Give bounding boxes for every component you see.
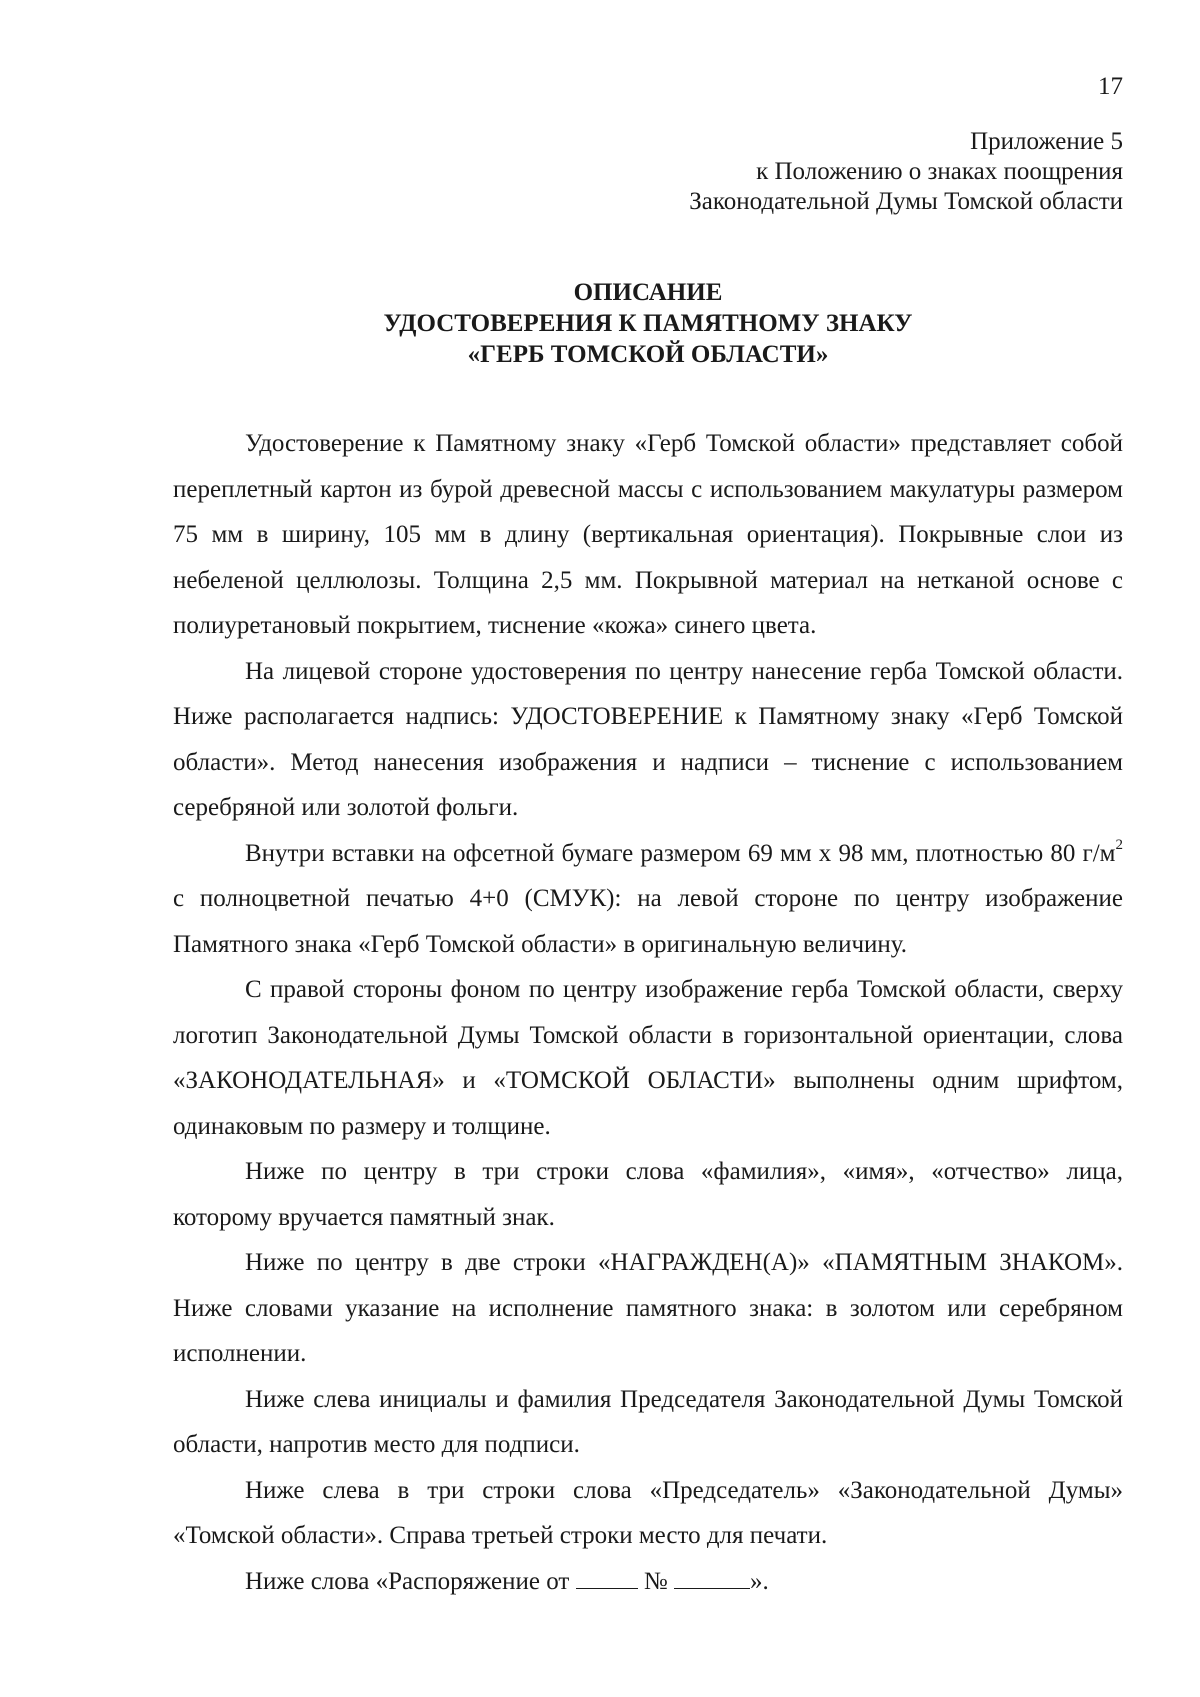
paragraph-2: На лицевой стороне удостоверения по центру нанесение герба Томской области. Ниже располагается надпись: УДОСТОВЕРЕНИЕ к Памятному знаку «Герб Томской области». Метод нанесения изображения и надписи – тиснение с использованием серебряной или золотой фольги. — [173, 657, 1123, 821]
title-line-1: ОПИСАНИЕ — [573, 279, 723, 306]
document-title — [173, 277, 1123, 370]
paragraph-3 — [173, 831, 1123, 968]
date-blank-line — [576, 1566, 638, 1589]
paragraph-3-text-b: с полноцветной печатью 4+0 (СМУК): на левой стороне по центру изображение Памятного знака «Герб Томской области» в оригинальную величину. — [173, 885, 1123, 958]
superscript-2: 2 — [1115, 837, 1123, 854]
appendix-line-2: к Положению о знаках поощрения — [756, 158, 1123, 185]
paragraph-9-text-a: Ниже слова «Распоряжение от — [245, 1567, 576, 1595]
paragraph-9-text-b: № — [637, 1567, 674, 1595]
paragraph-6: Ниже по центру в две строки «НАГРАЖДЕН(А)» «ПАМЯТНЫМ ЗНАКОМ». Ниже словами указание на исполнение памятного знака: в золотом или серебряном исполнении. — [173, 1249, 1123, 1367]
title-line-3: «ГЕРБ ТОМСКОЙ ОБЛАСТИ» — [467, 341, 829, 368]
paragraph-3-text-a: Внутри вставки на офсетной бумаге размером 69 мм х 98 мм, плотностью 80 г/м — [245, 839, 1116, 867]
paragraph-4: С правой стороны фоном по центру изображение герба Томской области, сверху логотип Законодательной Думы Томской области в горизонтальной ориентации, слова «ЗАКОНОДАТЕЛЬНАЯ» и «ТОМСКОЙ ОБЛАСТИ» выполнены одним шрифтом, одинаковым по размеру и толщине. — [173, 976, 1123, 1140]
appendix-line-1: Приложение 5 — [970, 128, 1123, 155]
appendix-header — [689, 127, 1123, 217]
page-number: 17 — [1098, 73, 1123, 100]
paragraph-7: Ниже слева инициалы и фамилия Председателя Законодательной Думы Томской области, напротив место для подписи. — [173, 1385, 1123, 1458]
paragraph-9-text-c: ». — [749, 1567, 769, 1595]
paragraph-5: Ниже по центру в три строки слова «фамилия», «имя», «отчество» лица, которому вручается памятный знак. — [173, 1158, 1123, 1231]
number-blank-line — [674, 1566, 750, 1589]
document-body — [173, 421, 1123, 1604]
paragraph-1: Удостоверение к Памятному знаку «Герб Томской области» представляет собой переплетный картон из бурой древесной массы с использованием макулатуры размером 75 мм в ширину, 105 мм в длину (вертикальная ориентация). Покрывные слои из небеленой целлюлозы. Толщина 2,5 мм. Покрывной материал на нетканой основе с полиуретановый покрытием, тиснение «кожа» синего цвета. — [173, 430, 1123, 639]
appendix-line-3: Законодательной Думы Томской области — [689, 188, 1123, 215]
title-line-2: УДОСТОВЕРЕНИЯ К ПАМЯТНОМУ ЗНАКУ — [383, 310, 913, 337]
paragraph-8: Ниже слева в три строки слова «Председатель» «Законодательной Думы» «Томской области». Справа третьей строки место для печати. — [173, 1476, 1123, 1549]
paragraph-9 — [173, 1559, 1123, 1605]
